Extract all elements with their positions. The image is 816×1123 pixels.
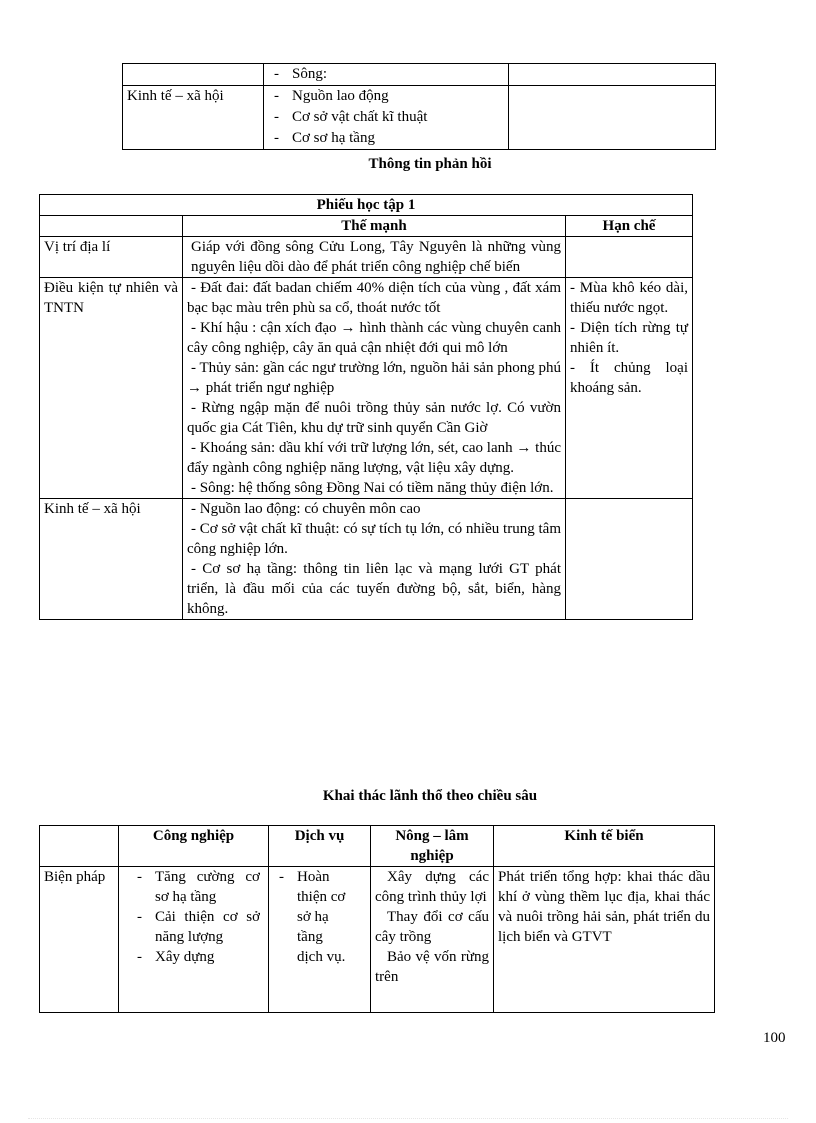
strength-cell — [183, 499, 566, 620]
agriculture-cell — [371, 867, 494, 1013]
list-item: - Nguồn lao động — [268, 86, 504, 107]
agri-item: Xây dựng các công trình thủy lợi — [375, 869, 489, 905]
header-agriculture: Nông – lâm nghiệp — [371, 826, 494, 867]
strength-cell: Giáp với đồng sông Cửu Long, Tây Nguyên là những vùng nguyên liệu dồi dào để phát triển công nghiệp chế biến — [183, 237, 566, 278]
limit-item: - Diện tích rừng tự nhiên ít. — [570, 320, 688, 356]
table-row — [123, 64, 716, 86]
footer-divider — [28, 1118, 788, 1119]
list-item: - Hoàn thiện cơ sở hạ tầng dịch vụ. — [273, 867, 348, 967]
list-item: - Tăng cường cơ sơ hạ tầng — [131, 867, 260, 907]
list-item: - Cơ sơ hạ tầng — [268, 128, 504, 149]
header-empty — [40, 826, 119, 867]
industry-list — [131, 867, 260, 967]
limit-cell — [566, 278, 693, 499]
marine-cell: Phát triển tổng hợp: khai thác dầu khí ở vùng thềm lục địa, khai thác và nuôi trồng hải sản, phát triển du lịch biển và GTVT — [494, 867, 715, 1013]
service-cell — [269, 867, 371, 1013]
worksheet-table — [39, 194, 693, 620]
resource-table-fragment — [122, 63, 716, 150]
table-row — [40, 237, 693, 278]
list-item: - Xây dựng — [131, 947, 260, 967]
list-item: - Cơ sở vật chất kĩ thuật — [268, 107, 504, 128]
page-number: 100 — [763, 1030, 786, 1046]
header-industry: Công nghiệp — [119, 826, 269, 867]
row-label: Điều kiện tự nhiên và TNTN — [40, 278, 183, 499]
strength-item: - Khí hậu : cận xích đạo → hình thành các vùng chuyên canh cây công nghiệp, cây ăn quả cận nhiệt đới qui mô lớn — [187, 320, 561, 356]
row-label: Vị trí địa lí — [40, 237, 183, 278]
list-item: - Cải thiện cơ sở năng lượng — [131, 907, 260, 947]
limit-item: - Ít chủng loại khoáng sản. — [570, 360, 688, 396]
column-header-strength: Thế mạnh — [183, 216, 566, 237]
table-row — [40, 867, 715, 1013]
strength-item: - Nguồn lao động: có chuyên môn cao — [191, 501, 421, 517]
service-list — [273, 867, 366, 967]
resource-list — [268, 64, 504, 85]
table-row — [40, 499, 693, 620]
row-label: Kinh tế – xã hội — [123, 86, 264, 150]
column-header-limit: Hạn chế — [566, 216, 693, 237]
strength-item: - Rừng ngập mặn để nuôi trồng thủy sản nước lợ. Có vườn quốc gia Cát Tiên, khu dự trữ sinh quyển Cần Giờ — [187, 400, 561, 436]
depth-heading: Khai thác lãnh thổ theo chiều sâu — [322, 788, 538, 804]
agri-item: Bảo vệ vốn rừng trên — [375, 949, 489, 985]
depth-table — [39, 825, 715, 1013]
strength-item: - Đất đai: đất badan chiếm 40% diện tích của vùng , đất xám bạc bạc màu trên phù sa cổ, thoát nước tốt — [187, 280, 561, 316]
strength-item: - Cơ sơ hạ tầng: thông tin liên lạc và mạng lưới GT phát triển, là đầu mối của các tuyến đường bộ, sắt, biển, hàng không. — [187, 561, 561, 617]
row-label — [123, 64, 264, 86]
strength-item: - Thủy sản: gần các ngư trường lớn, nguồn hải sản phong phú → phát triển ngư nghiệp — [187, 360, 561, 396]
worksheet-title: Phiếu học tập 1 — [40, 195, 693, 216]
strength-item: - Cơ sở vật chất kĩ thuật: có sự tích tụ lớn, có nhiều trung tâm công nghiệp lớn. — [187, 521, 561, 557]
resource-list — [268, 86, 504, 149]
feedback-heading: Thông tin phản hồi — [368, 156, 492, 172]
row-label: Kinh tế – xã hội — [40, 499, 183, 620]
strength-cell — [183, 278, 566, 499]
strength-item: - Sông: hệ thống sông Đồng Nai có tiềm năng thủy điện lớn. — [191, 480, 554, 496]
strength-item: - Khoáng sản: dầu khí với trữ lượng lớn, sét, cao lanh → thúc đẩy ngành công nghiệp năng lượng, vật liệu xây dựng. — [187, 440, 561, 476]
header-marine: Kinh tế biển — [494, 826, 715, 867]
industry-cell — [119, 867, 269, 1013]
agri-item: Thay đổi cơ cấu cây trồng — [375, 909, 489, 945]
limit-item: - Mùa khô kéo dài, thiếu nước ngọt. — [570, 280, 688, 316]
row-label: Biện pháp — [40, 867, 119, 1013]
table-row — [123, 86, 716, 150]
table-row — [40, 278, 693, 499]
header-service: Dịch vụ — [269, 826, 371, 867]
list-item: - Sông: — [268, 64, 504, 85]
